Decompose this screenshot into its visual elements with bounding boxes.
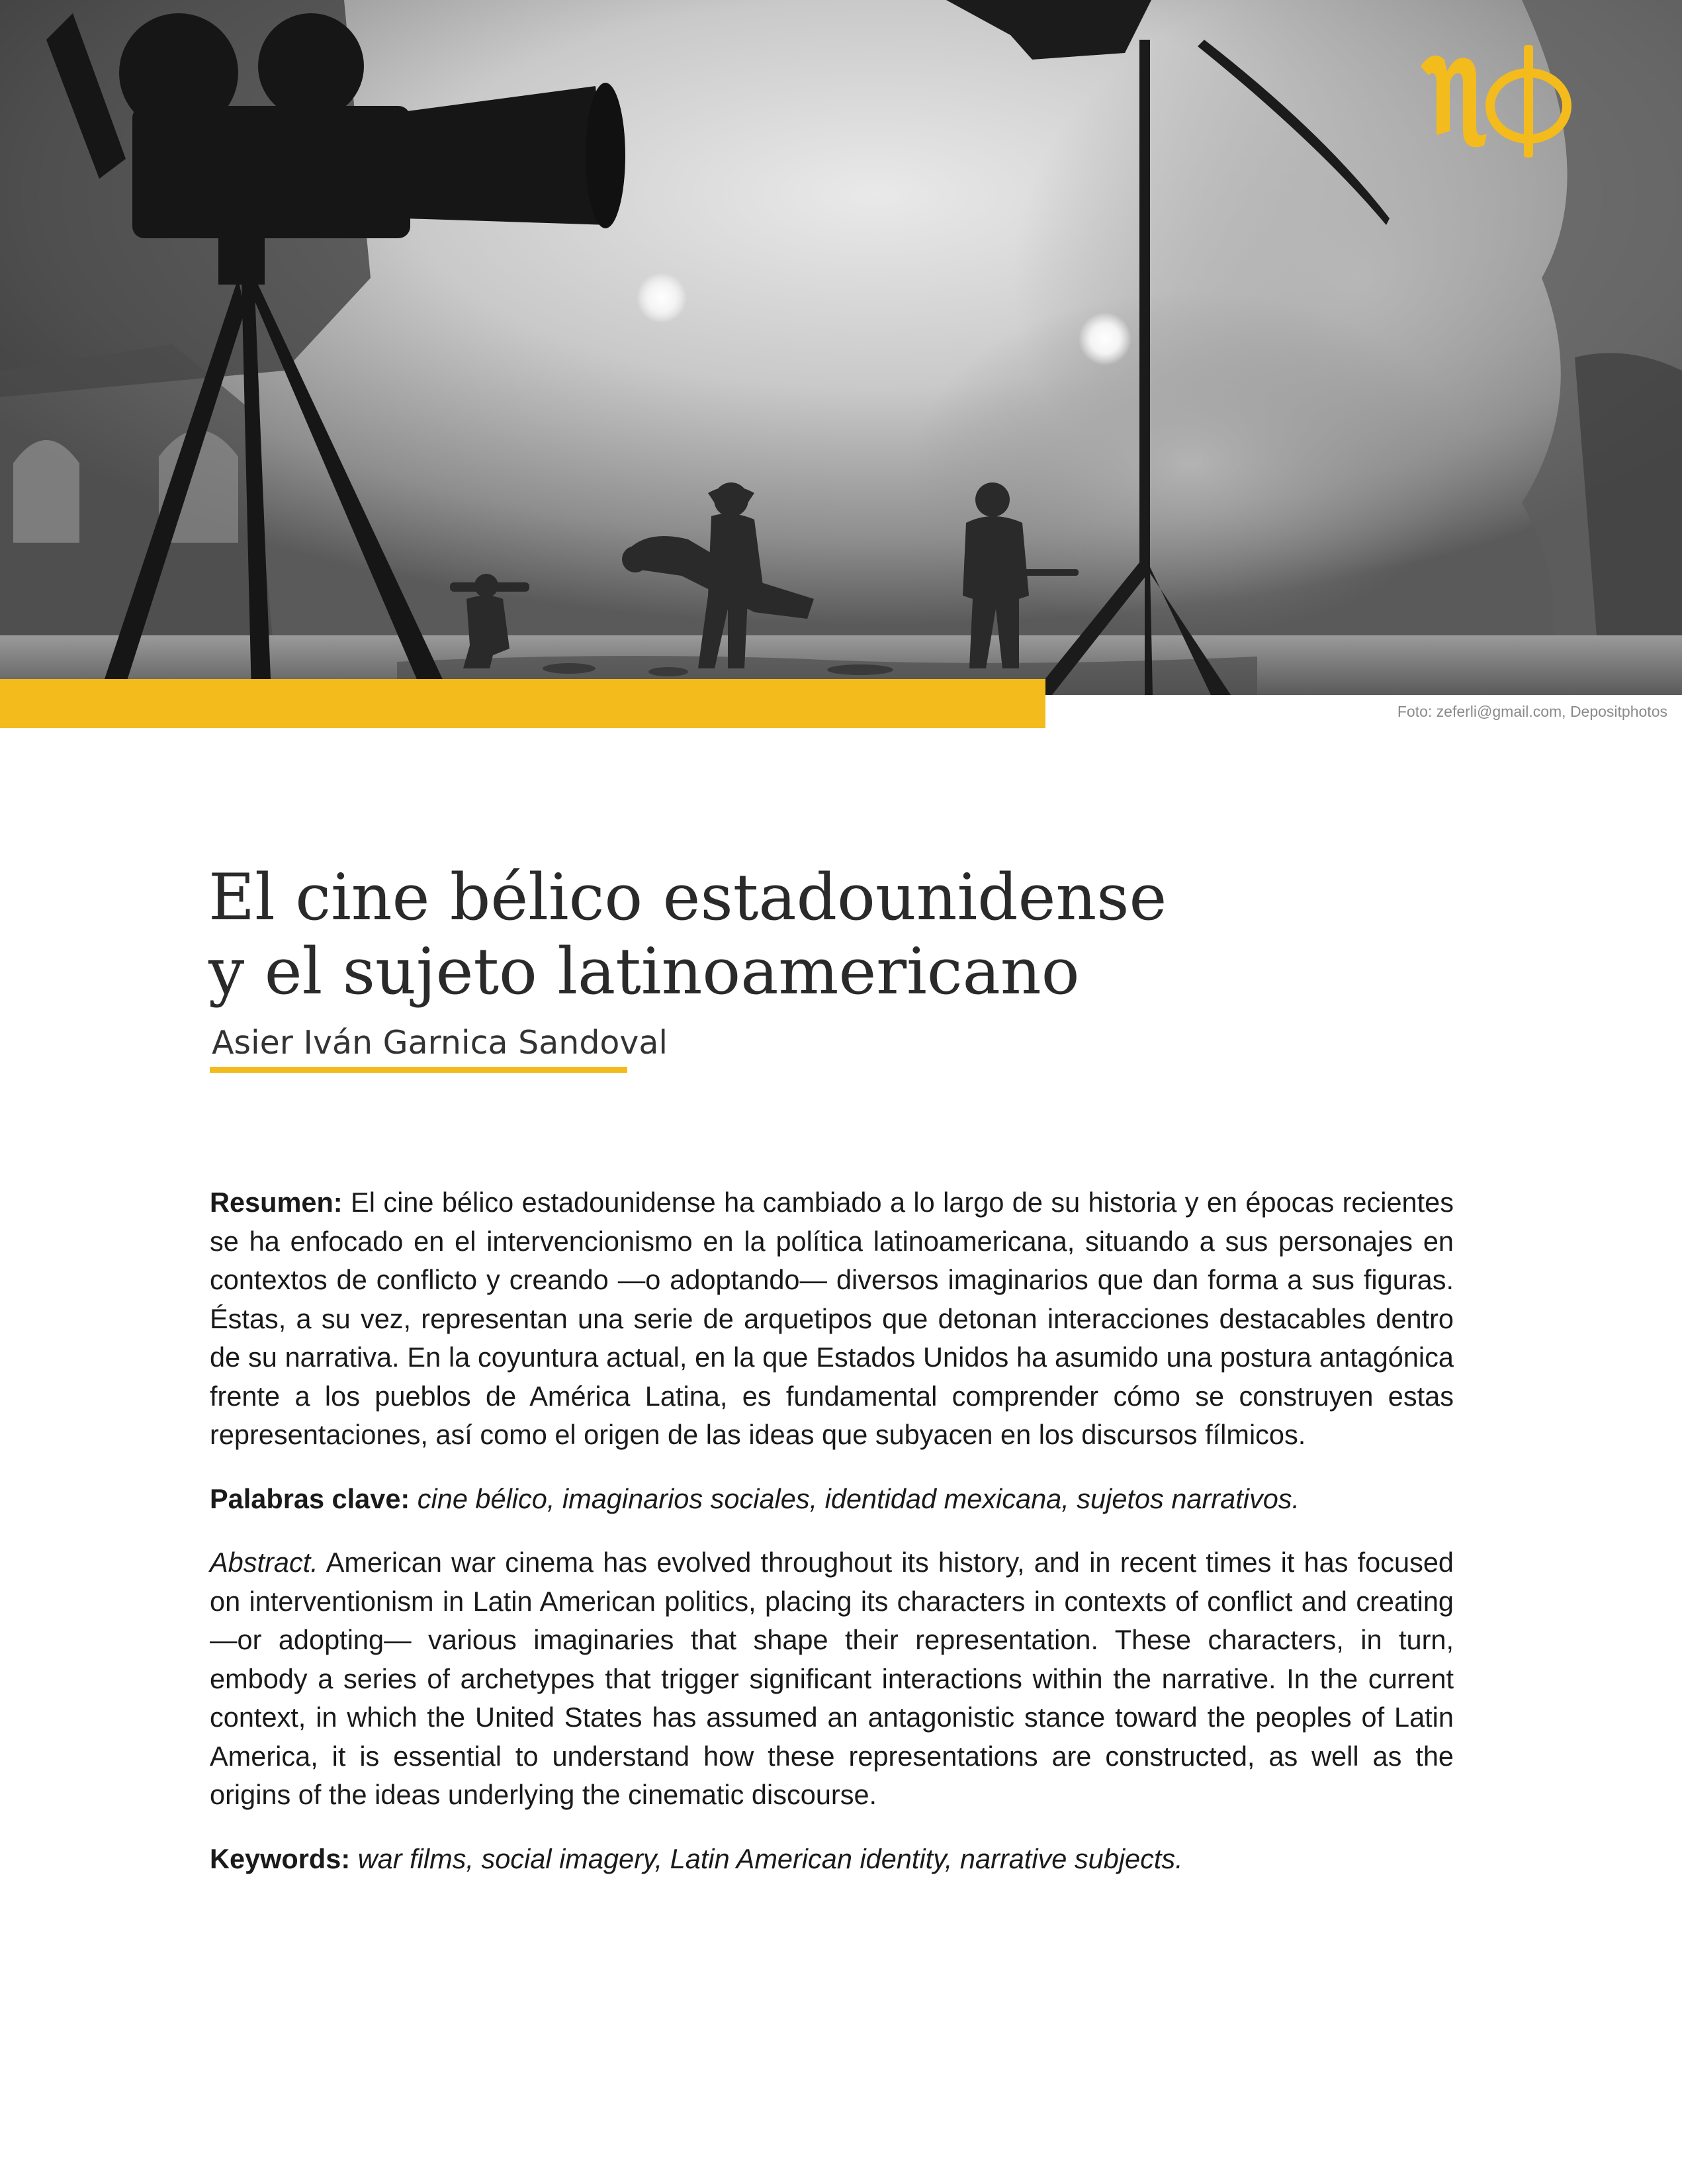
- article-body: [210, 1183, 1454, 1903]
- author-underline: [210, 1067, 627, 1073]
- abstract-label: Abstract.: [210, 1547, 318, 1578]
- journal-logo: [1413, 40, 1585, 159]
- keywords-paragraph: [210, 1840, 1454, 1879]
- photo-credit: Foto: zeferli@gmail.com, Depositphotos: [1397, 703, 1667, 720]
- resumen-paragraph: [210, 1183, 1454, 1455]
- palabras-clave-paragraph: [210, 1480, 1454, 1519]
- resumen-label: Resumen:: [210, 1187, 343, 1218]
- palabras-clave-label: Palabras clave:: [210, 1482, 410, 1514]
- abstract-text: American war cinema has evolved throughout its history, and in recent times it has focused on interventionism in Latin American politics, placing its characters in contexts of conflict and creating —or adopting— various imaginaries that shape their representation. These characters, in turn, embody a series of archetypes that trigger significant interactions within the narrative. In the current context, in which the United States has assumed an antagonistic stance toward the peoples of Latin America, it is essential to understand how these representations are constructed, as well as the origins of the ideas underlying the cinematic discourse.: [210, 1547, 1454, 1810]
- keywords-label: Keywords:: [210, 1843, 351, 1874]
- title-line-2: y el sujeto latinoamericano: [208, 934, 1080, 1009]
- palabras-clave-text: cine bélico, imaginarios sociales, identidad mexicana, sujetos narrativos.: [417, 1482, 1300, 1514]
- title-line-1: El cine bélico estadounidense: [208, 860, 1167, 934]
- abstract-paragraph: [210, 1543, 1454, 1815]
- article-title: [208, 860, 1466, 1009]
- resumen-text: El cine bélico estadounidense ha cambiado a lo largo de su historia y en épocas recientes se ha enfocado en el intervencionismo en la política latinoamericana, situando a sus personajes en contextos de conflicto y creando —o adoptando— diversos imaginarios que dan forma a sus figuras. Éstas, a su vez, representan una serie de arquetipos que detonan interacciones destacables dentro de su narrativa. En la coyuntura actual, en la que Estados Unidos ha asumido una postura antagónica frente a los pueblos de América Latina, es fundamental comprender cómo se construyen estas representaciones, así como el origen de las ideas que subyacen en los discursos fílmicos.: [210, 1187, 1454, 1450]
- author-name: Asier Iván Garnica Sandoval: [212, 1024, 668, 1062]
- accent-bar: [0, 679, 1045, 728]
- keywords-text: war films, social imagery, Latin American identity, narrative subjects.: [357, 1843, 1183, 1874]
